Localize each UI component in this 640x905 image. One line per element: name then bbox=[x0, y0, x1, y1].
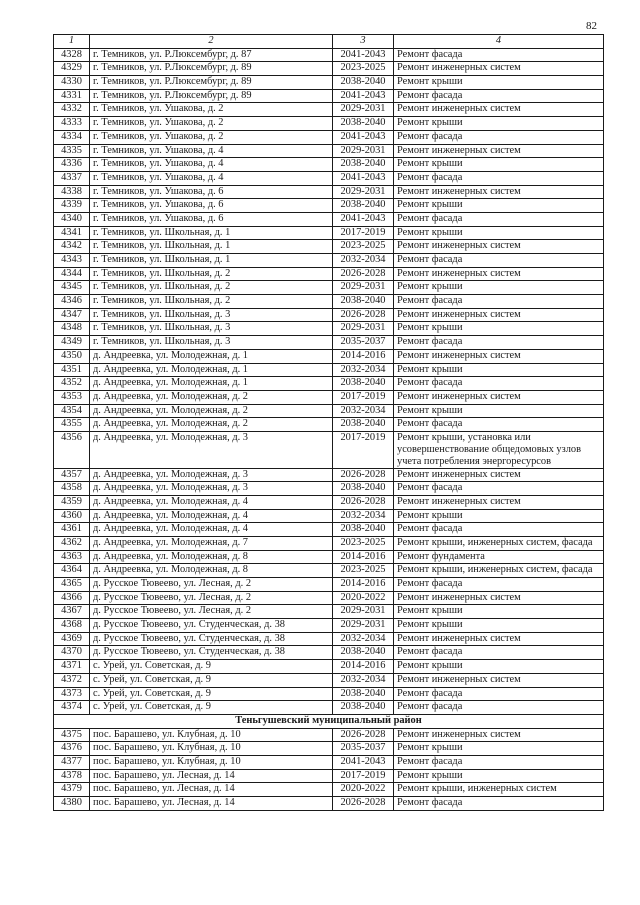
work-type-cell: Ремонт фасада bbox=[394, 295, 604, 309]
section-title: Теньгушевский муниципальный район bbox=[54, 714, 604, 728]
row-number-cell: 4335 bbox=[54, 144, 90, 158]
period-cell: 2026-2028 bbox=[333, 797, 394, 811]
table-row bbox=[54, 550, 604, 564]
period-cell: 2032-2034 bbox=[333, 254, 394, 268]
page-number: 82 bbox=[586, 20, 597, 32]
row-number-cell: 4370 bbox=[54, 646, 90, 660]
table-row bbox=[54, 240, 604, 254]
period-cell: 2023-2025 bbox=[333, 536, 394, 550]
period-cell: 2026-2028 bbox=[333, 495, 394, 509]
address-cell: с. Урей, ул. Советская, д. 9 bbox=[90, 701, 333, 715]
period-cell: 2038-2040 bbox=[333, 418, 394, 432]
row-number-cell: 4329 bbox=[54, 62, 90, 76]
table-row bbox=[54, 687, 604, 701]
work-type-cell: Ремонт фасада bbox=[394, 336, 604, 350]
work-type-cell: Ремонт крыши, инженерных систем, фасада bbox=[394, 536, 604, 550]
row-number-cell: 4365 bbox=[54, 578, 90, 592]
table-row bbox=[54, 349, 604, 363]
table-row bbox=[54, 523, 604, 537]
work-type-cell: Ремонт фасада bbox=[394, 254, 604, 268]
row-number-cell: 4353 bbox=[54, 390, 90, 404]
period-cell: 2014-2016 bbox=[333, 578, 394, 592]
period-cell: 2017-2019 bbox=[333, 390, 394, 404]
address-cell: д. Андреевка, ул. Молодежная, д. 2 bbox=[90, 418, 333, 432]
address-cell: д. Андреевка, ул. Молодежная, д. 3 bbox=[90, 482, 333, 496]
address-cell: г. Темников, ул. Ушакова, д. 6 bbox=[90, 185, 333, 199]
period-cell: 2041-2043 bbox=[333, 89, 394, 103]
address-cell: д. Андреевка, ул. Молодежная, д. 3 bbox=[90, 468, 333, 482]
table-row bbox=[54, 226, 604, 240]
table-row bbox=[54, 564, 604, 578]
work-type-cell: Ремонт крыши bbox=[394, 363, 604, 377]
work-type-cell: Ремонт фасада bbox=[394, 130, 604, 144]
row-number-cell: 4358 bbox=[54, 482, 90, 496]
address-cell: г. Темников, ул. Р.Люксембург, д. 89 bbox=[90, 76, 333, 90]
work-type-cell: Ремонт фасада bbox=[394, 687, 604, 701]
table-row bbox=[54, 673, 604, 687]
work-type-cell: Ремонт крыши, установка или усовершенствование общедомовых узлов учета потребления энергоресурсов bbox=[394, 431, 604, 468]
table-row bbox=[54, 295, 604, 309]
table-row bbox=[54, 797, 604, 811]
column-number-row bbox=[54, 35, 604, 49]
period-cell: 2032-2034 bbox=[333, 404, 394, 418]
work-type-cell: Ремонт фасада bbox=[394, 523, 604, 537]
table-row bbox=[54, 783, 604, 797]
period-cell: 2029-2031 bbox=[333, 144, 394, 158]
table-row bbox=[54, 308, 604, 322]
table-row bbox=[54, 377, 604, 391]
period-cell: 2023-2025 bbox=[333, 62, 394, 76]
table-row bbox=[54, 336, 604, 350]
table-row bbox=[54, 48, 604, 62]
table-row bbox=[54, 267, 604, 281]
table-row bbox=[54, 199, 604, 213]
work-type-cell: Ремонт крыши bbox=[394, 619, 604, 633]
row-number-cell: 4372 bbox=[54, 673, 90, 687]
row-number-cell: 4373 bbox=[54, 687, 90, 701]
work-type-cell: Ремонт инженерных систем bbox=[394, 349, 604, 363]
work-type-cell: Ремонт фасада bbox=[394, 578, 604, 592]
table-row bbox=[54, 390, 604, 404]
work-type-cell: Ремонт инженерных систем bbox=[394, 495, 604, 509]
period-cell: 2041-2043 bbox=[333, 212, 394, 226]
table-row bbox=[54, 482, 604, 496]
period-cell: 2038-2040 bbox=[333, 687, 394, 701]
row-number-cell: 4345 bbox=[54, 281, 90, 295]
row-number-cell: 4332 bbox=[54, 103, 90, 117]
address-cell: г. Темников, ул. Ушакова, д. 4 bbox=[90, 171, 333, 185]
address-cell: д. Русское Тювеево, ул. Студенческая, д. 38 bbox=[90, 632, 333, 646]
row-number-cell: 4349 bbox=[54, 336, 90, 350]
row-number-cell: 4362 bbox=[54, 536, 90, 550]
table-row bbox=[54, 171, 604, 185]
table-row bbox=[54, 144, 604, 158]
table-row bbox=[54, 62, 604, 76]
column-number-2: 2 bbox=[90, 35, 333, 49]
row-number-cell: 4341 bbox=[54, 226, 90, 240]
address-cell: г. Темников, ул. Школьная, д. 1 bbox=[90, 226, 333, 240]
table-row bbox=[54, 212, 604, 226]
table-body bbox=[54, 35, 604, 811]
period-cell: 2041-2043 bbox=[333, 130, 394, 144]
table-row bbox=[54, 418, 604, 432]
period-cell: 2023-2025 bbox=[333, 564, 394, 578]
address-cell: д. Русское Тювеево, ул. Лесная, д. 2 bbox=[90, 578, 333, 592]
period-cell: 2035-2037 bbox=[333, 742, 394, 756]
address-cell: г. Темников, ул. Ушакова, д. 6 bbox=[90, 212, 333, 226]
row-number-cell: 4352 bbox=[54, 377, 90, 391]
period-cell: 2026-2028 bbox=[333, 468, 394, 482]
period-cell: 2020-2022 bbox=[333, 783, 394, 797]
table-row bbox=[54, 646, 604, 660]
work-type-cell: Ремонт инженерных систем bbox=[394, 468, 604, 482]
work-type-cell: Ремонт крыши bbox=[394, 769, 604, 783]
period-cell: 2017-2019 bbox=[333, 431, 394, 468]
address-cell: г. Темников, ул. Ушакова, д. 4 bbox=[90, 144, 333, 158]
period-cell: 2026-2028 bbox=[333, 308, 394, 322]
period-cell: 2032-2034 bbox=[333, 509, 394, 523]
period-cell: 2029-2031 bbox=[333, 185, 394, 199]
address-cell: г. Темников, ул. Ушакова, д. 2 bbox=[90, 117, 333, 131]
table-row bbox=[54, 322, 604, 336]
row-number-cell: 4360 bbox=[54, 509, 90, 523]
work-type-cell: Ремонт крыши bbox=[394, 322, 604, 336]
row-number-cell: 4379 bbox=[54, 783, 90, 797]
row-number-cell: 4346 bbox=[54, 295, 90, 309]
address-cell: г. Темников, ул. Школьная, д. 2 bbox=[90, 281, 333, 295]
work-type-cell: Ремонт фасада bbox=[394, 48, 604, 62]
table-row bbox=[54, 632, 604, 646]
period-cell: 2026-2028 bbox=[333, 728, 394, 742]
address-cell: пос. Барашево, ул. Лесная, д. 14 bbox=[90, 797, 333, 811]
period-cell: 2038-2040 bbox=[333, 117, 394, 131]
work-type-cell: Ремонт фасада bbox=[394, 89, 604, 103]
row-number-cell: 4368 bbox=[54, 619, 90, 633]
address-cell: с. Урей, ул. Советская, д. 9 bbox=[90, 687, 333, 701]
table-row bbox=[54, 728, 604, 742]
work-type-cell: Ремонт крыши bbox=[394, 158, 604, 172]
row-number-cell: 4328 bbox=[54, 48, 90, 62]
period-cell: 2020-2022 bbox=[333, 591, 394, 605]
address-cell: г. Темников, ул. Ушакова, д. 2 bbox=[90, 130, 333, 144]
period-cell: 2014-2016 bbox=[333, 550, 394, 564]
work-type-cell: Ремонт фасада bbox=[394, 482, 604, 496]
address-cell: д. Андреевка, ул. Молодежная, д. 8 bbox=[90, 550, 333, 564]
row-number-cell: 4377 bbox=[54, 755, 90, 769]
work-type-cell: Ремонт фасада bbox=[394, 701, 604, 715]
table-row bbox=[54, 578, 604, 592]
address-cell: пос. Барашево, ул. Лесная, д. 14 bbox=[90, 783, 333, 797]
period-cell: 2038-2040 bbox=[333, 295, 394, 309]
work-type-cell: Ремонт инженерных систем bbox=[394, 390, 604, 404]
table-row bbox=[54, 701, 604, 715]
work-type-cell: Ремонт крыши, инженерных систем, фасада bbox=[394, 564, 604, 578]
period-cell: 2017-2019 bbox=[333, 769, 394, 783]
address-cell: пос. Барашево, ул. Клубная, д. 10 bbox=[90, 755, 333, 769]
row-number-cell: 4330 bbox=[54, 76, 90, 90]
period-cell: 2029-2031 bbox=[333, 605, 394, 619]
row-number-cell: 4378 bbox=[54, 769, 90, 783]
period-cell: 2038-2040 bbox=[333, 377, 394, 391]
row-number-cell: 4355 bbox=[54, 418, 90, 432]
period-cell: 2038-2040 bbox=[333, 158, 394, 172]
work-type-cell: Ремонт фасада bbox=[394, 755, 604, 769]
table-row bbox=[54, 404, 604, 418]
address-cell: г. Темников, ул. Ушакова, д. 6 bbox=[90, 199, 333, 213]
address-cell: с. Урей, ул. Советская, д. 9 bbox=[90, 660, 333, 674]
address-cell: д. Русское Тювеево, ул. Лесная, д. 2 bbox=[90, 591, 333, 605]
period-cell: 2038-2040 bbox=[333, 199, 394, 213]
address-cell: г. Темников, ул. Школьная, д. 3 bbox=[90, 308, 333, 322]
row-number-cell: 4331 bbox=[54, 89, 90, 103]
work-type-cell: Ремонт инженерных систем bbox=[394, 728, 604, 742]
row-number-cell: 4359 bbox=[54, 495, 90, 509]
table-row bbox=[54, 619, 604, 633]
period-cell: 2038-2040 bbox=[333, 76, 394, 90]
row-number-cell: 4337 bbox=[54, 171, 90, 185]
row-number-cell: 4348 bbox=[54, 322, 90, 336]
row-number-cell: 4371 bbox=[54, 660, 90, 674]
work-type-cell: Ремонт инженерных систем bbox=[394, 267, 604, 281]
address-cell: г. Темников, ул. Школьная, д. 3 bbox=[90, 322, 333, 336]
address-cell: пос. Барашево, ул. Лесная, д. 14 bbox=[90, 769, 333, 783]
period-cell: 2014-2016 bbox=[333, 349, 394, 363]
row-number-cell: 4343 bbox=[54, 254, 90, 268]
row-number-cell: 4339 bbox=[54, 199, 90, 213]
work-type-cell: Ремонт крыши, инженерных систем bbox=[394, 783, 604, 797]
table-row bbox=[54, 76, 604, 90]
period-cell: 2029-2031 bbox=[333, 322, 394, 336]
table-row bbox=[54, 158, 604, 172]
work-type-cell: Ремонт инженерных систем bbox=[394, 62, 604, 76]
table-row bbox=[54, 742, 604, 756]
table-row bbox=[54, 89, 604, 103]
table-row bbox=[54, 468, 604, 482]
column-number-4: 4 bbox=[394, 35, 604, 49]
address-cell: д. Андреевка, ул. Молодежная, д. 1 bbox=[90, 349, 333, 363]
row-number-cell: 4361 bbox=[54, 523, 90, 537]
address-cell: пос. Барашево, ул. Клубная, д. 10 bbox=[90, 728, 333, 742]
period-cell: 2041-2043 bbox=[333, 48, 394, 62]
row-number-cell: 4364 bbox=[54, 564, 90, 578]
table-row bbox=[54, 591, 604, 605]
address-cell: д. Русское Тювеево, ул. Студенческая, д. 38 bbox=[90, 619, 333, 633]
period-cell: 2017-2019 bbox=[333, 226, 394, 240]
address-cell: д. Андреевка, ул. Молодежная, д. 4 bbox=[90, 509, 333, 523]
table-row bbox=[54, 130, 604, 144]
row-number-cell: 4338 bbox=[54, 185, 90, 199]
row-number-cell: 4350 bbox=[54, 349, 90, 363]
table-row bbox=[54, 254, 604, 268]
row-number-cell: 4351 bbox=[54, 363, 90, 377]
address-cell: д. Андреевка, ул. Молодежная, д. 4 bbox=[90, 495, 333, 509]
address-cell: д. Андреевка, ул. Молодежная, д. 2 bbox=[90, 404, 333, 418]
table-row bbox=[54, 660, 604, 674]
work-type-cell: Ремонт фундамента bbox=[394, 550, 604, 564]
work-type-cell: Ремонт инженерных систем bbox=[394, 240, 604, 254]
period-cell: 2035-2037 bbox=[333, 336, 394, 350]
work-type-cell: Ремонт крыши bbox=[394, 199, 604, 213]
row-number-cell: 4380 bbox=[54, 797, 90, 811]
address-cell: д. Андреевка, ул. Молодежная, д. 3 bbox=[90, 431, 333, 468]
address-cell: д. Андреевка, ул. Молодежная, д. 8 bbox=[90, 564, 333, 578]
work-type-cell: Ремонт инженерных систем bbox=[394, 308, 604, 322]
work-type-cell: Ремонт крыши bbox=[394, 76, 604, 90]
table-row bbox=[54, 431, 604, 468]
row-number-cell: 4347 bbox=[54, 308, 90, 322]
row-number-cell: 4374 bbox=[54, 701, 90, 715]
period-cell: 2014-2016 bbox=[333, 660, 394, 674]
table-row bbox=[54, 536, 604, 550]
period-cell: 2029-2031 bbox=[333, 103, 394, 117]
address-cell: д. Андреевка, ул. Молодежная, д. 1 bbox=[90, 377, 333, 391]
work-type-cell: Ремонт крыши bbox=[394, 509, 604, 523]
address-cell: г. Темников, ул. Р.Люксембург, д. 87 bbox=[90, 48, 333, 62]
period-cell: 2038-2040 bbox=[333, 523, 394, 537]
address-cell: д. Андреевка, ул. Молодежная, д. 7 bbox=[90, 536, 333, 550]
address-cell: г. Темников, ул. Школьная, д. 2 bbox=[90, 295, 333, 309]
address-cell: г. Темников, ул. Ушакова, д. 2 bbox=[90, 103, 333, 117]
repair-schedule-table bbox=[53, 34, 604, 811]
period-cell: 2023-2025 bbox=[333, 240, 394, 254]
row-number-cell: 4369 bbox=[54, 632, 90, 646]
period-cell: 2041-2043 bbox=[333, 755, 394, 769]
period-cell: 2041-2043 bbox=[333, 171, 394, 185]
column-number-3: 3 bbox=[333, 35, 394, 49]
address-cell: г. Темников, ул. Ушакова, д. 4 bbox=[90, 158, 333, 172]
work-type-cell: Ремонт крыши bbox=[394, 281, 604, 295]
address-cell: д. Андреевка, ул. Молодежная, д. 2 bbox=[90, 390, 333, 404]
address-cell: г. Темников, ул. Школьная, д. 3 bbox=[90, 336, 333, 350]
work-type-cell: Ремонт инженерных систем bbox=[394, 144, 604, 158]
table-row bbox=[54, 509, 604, 523]
work-type-cell: Ремонт крыши bbox=[394, 660, 604, 674]
table-row bbox=[54, 185, 604, 199]
address-cell: д. Андреевка, ул. Молодежная, д. 1 bbox=[90, 363, 333, 377]
work-type-cell: Ремонт инженерных систем bbox=[394, 185, 604, 199]
row-number-cell: 4340 bbox=[54, 212, 90, 226]
work-type-cell: Ремонт фасада bbox=[394, 171, 604, 185]
table-row bbox=[54, 755, 604, 769]
period-cell: 2032-2034 bbox=[333, 673, 394, 687]
period-cell: 2038-2040 bbox=[333, 701, 394, 715]
address-cell: д. Русское Тювеево, ул. Студенческая, д. 38 bbox=[90, 646, 333, 660]
row-number-cell: 4342 bbox=[54, 240, 90, 254]
column-number-1: 1 bbox=[54, 35, 90, 49]
work-type-cell: Ремонт крыши bbox=[394, 226, 604, 240]
table-row bbox=[54, 363, 604, 377]
work-type-cell: Ремонт инженерных систем bbox=[394, 673, 604, 687]
row-number-cell: 4357 bbox=[54, 468, 90, 482]
period-cell: 2026-2028 bbox=[333, 267, 394, 281]
work-type-cell: Ремонт фасада bbox=[394, 418, 604, 432]
row-number-cell: 4376 bbox=[54, 742, 90, 756]
row-number-cell: 4344 bbox=[54, 267, 90, 281]
work-type-cell: Ремонт фасада bbox=[394, 377, 604, 391]
row-number-cell: 4336 bbox=[54, 158, 90, 172]
address-cell: г. Темников, ул. Р.Люксембург, д. 89 bbox=[90, 62, 333, 76]
row-number-cell: 4363 bbox=[54, 550, 90, 564]
work-type-cell: Ремонт инженерных систем bbox=[394, 632, 604, 646]
table-row bbox=[54, 495, 604, 509]
address-cell: с. Урей, ул. Советская, д. 9 bbox=[90, 673, 333, 687]
table-row bbox=[54, 605, 604, 619]
address-cell: г. Темников, ул. Школьная, д. 1 bbox=[90, 254, 333, 268]
work-type-cell: Ремонт крыши bbox=[394, 404, 604, 418]
section-header-row bbox=[54, 714, 604, 728]
period-cell: 2029-2031 bbox=[333, 619, 394, 633]
table-row bbox=[54, 281, 604, 295]
row-number-cell: 4367 bbox=[54, 605, 90, 619]
period-cell: 2032-2034 bbox=[333, 632, 394, 646]
work-type-cell: Ремонт фасада bbox=[394, 212, 604, 226]
work-type-cell: Ремонт инженерных систем bbox=[394, 103, 604, 117]
period-cell: 2038-2040 bbox=[333, 482, 394, 496]
row-number-cell: 4356 bbox=[54, 431, 90, 468]
row-number-cell: 4354 bbox=[54, 404, 90, 418]
row-number-cell: 4333 bbox=[54, 117, 90, 131]
period-cell: 2038-2040 bbox=[333, 646, 394, 660]
row-number-cell: 4375 bbox=[54, 728, 90, 742]
work-type-cell: Ремонт фасада bbox=[394, 646, 604, 660]
table-row bbox=[54, 103, 604, 117]
address-cell: д. Русское Тювеево, ул. Лесная, д. 2 bbox=[90, 605, 333, 619]
address-cell: г. Темников, ул. Школьная, д. 1 bbox=[90, 240, 333, 254]
table-row bbox=[54, 117, 604, 131]
address-cell: г. Темников, ул. Школьная, д. 2 bbox=[90, 267, 333, 281]
work-type-cell: Ремонт крыши bbox=[394, 605, 604, 619]
work-type-cell: Ремонт крыши bbox=[394, 117, 604, 131]
row-number-cell: 4334 bbox=[54, 130, 90, 144]
table-row bbox=[54, 769, 604, 783]
work-type-cell: Ремонт крыши bbox=[394, 742, 604, 756]
address-cell: пос. Барашево, ул. Клубная, д. 10 bbox=[90, 742, 333, 756]
address-cell: д. Андреевка, ул. Молодежная, д. 4 bbox=[90, 523, 333, 537]
work-type-cell: Ремонт инженерных систем bbox=[394, 591, 604, 605]
work-type-cell: Ремонт фасада bbox=[394, 797, 604, 811]
period-cell: 2029-2031 bbox=[333, 281, 394, 295]
period-cell: 2032-2034 bbox=[333, 363, 394, 377]
address-cell: г. Темников, ул. Р.Люксембург, д. 89 bbox=[90, 89, 333, 103]
row-number-cell: 4366 bbox=[54, 591, 90, 605]
